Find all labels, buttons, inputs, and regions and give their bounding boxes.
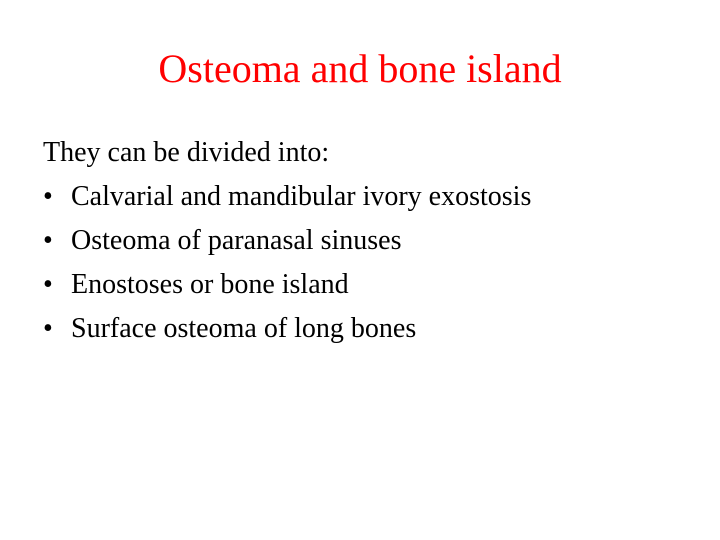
bullet-list [43,178,703,354]
bullet-marker: • [43,269,53,300]
intro-text: They can be divided into: [43,137,330,168]
bullet-text: Calvarial and mandibular ivory exostosis [71,181,532,212]
list-item [43,178,703,222]
bullet-text: Osteoma of paranasal sinuses [71,225,402,256]
bullet-marker: • [43,181,53,212]
slide-body [43,134,703,354]
slide-title: Osteoma and bone island [158,46,562,91]
list-item [43,222,703,266]
bullet-text: Enostoses or bone island [71,269,349,300]
bullet-marker: • [43,313,53,344]
bullet-marker: • [43,225,53,256]
list-item [43,310,703,354]
list-item [43,266,703,310]
bullet-text: Surface osteoma of long bones [71,313,417,344]
